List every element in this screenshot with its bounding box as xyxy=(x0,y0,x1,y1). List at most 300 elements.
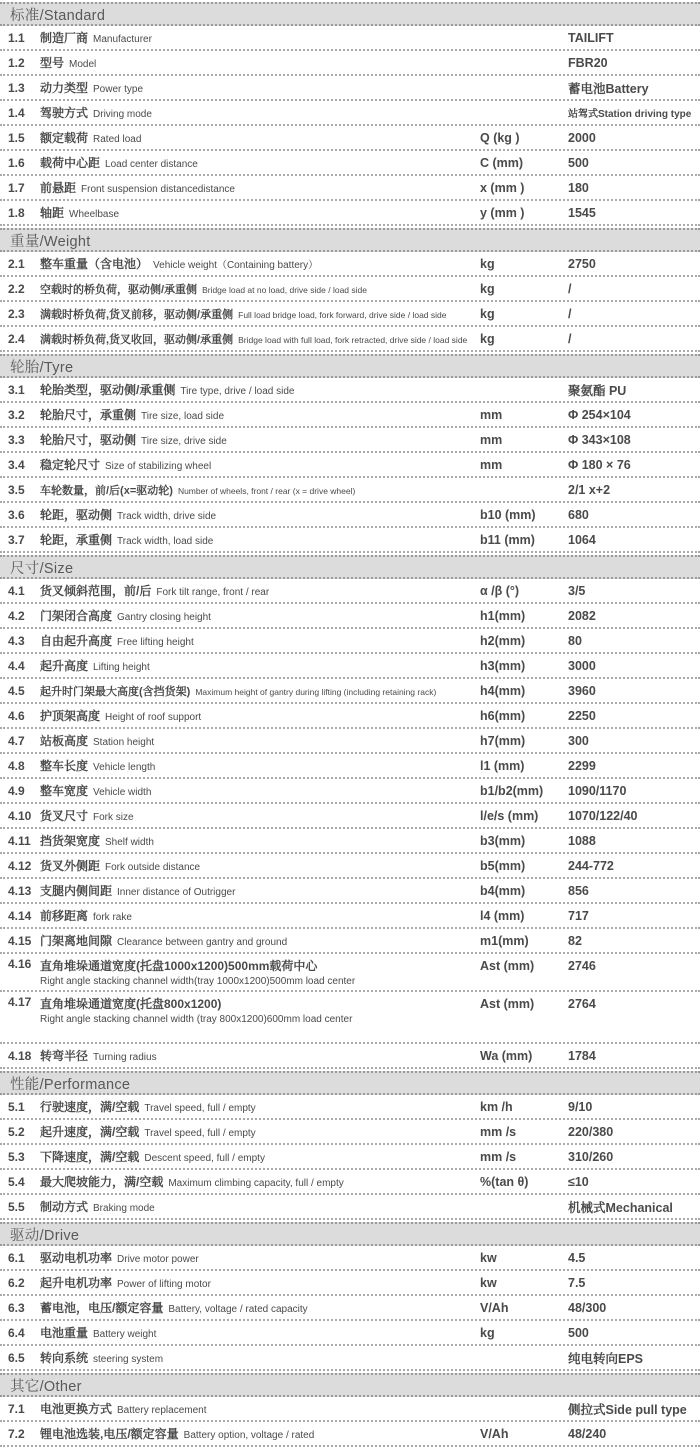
row-label xyxy=(40,1173,480,1190)
row-number: 4.7 xyxy=(8,733,25,748)
row-label xyxy=(40,1047,480,1064)
row-label-zh: 锂电池选装,电压/额定容量 xyxy=(40,1427,179,1441)
row-unit: l4 (mm) xyxy=(480,908,525,923)
row-label-zh: 整车宽度 xyxy=(40,784,89,798)
row-label-en: Bridge load with full load, fork retracted, drive side / load side xyxy=(238,334,468,345)
row-label-zh: 行驶速度，满/空载 xyxy=(40,1100,140,1114)
row-number: 6.5 xyxy=(8,1350,25,1365)
row-label-en: Power of lifting motor xyxy=(117,1279,211,1290)
row-number: 5.4 xyxy=(8,1174,25,1189)
row-label xyxy=(40,506,480,523)
spec-row xyxy=(0,151,700,176)
row-number: 7.1 xyxy=(8,1401,25,1416)
row-value: 1070/122/40 xyxy=(568,808,638,823)
row-value: 2299 xyxy=(568,758,596,773)
row-label xyxy=(40,381,480,398)
row-number: 3.3 xyxy=(8,432,25,447)
row-label-zh: 轮胎尺寸，承重侧 xyxy=(40,408,137,422)
row-unit: b10 (mm) xyxy=(480,507,536,522)
row-label xyxy=(40,707,480,724)
row-unit: x (mm ) xyxy=(480,180,525,195)
row-label-en: Drive motor power xyxy=(117,1254,199,1265)
row-number: 4.4 xyxy=(8,658,25,673)
row-label-zh: 动力类型 xyxy=(40,81,89,95)
row-number: 1.1 xyxy=(8,30,25,45)
row-label-en: Shelf width xyxy=(105,837,154,848)
row-value: / xyxy=(568,331,572,346)
row-label xyxy=(40,607,480,624)
spec-row xyxy=(0,1397,700,1422)
row-label-en: Battery weight xyxy=(93,1329,157,1340)
row-label-en: Vehicle length xyxy=(93,762,156,773)
row-label-zh: 下降速度，满/空载 xyxy=(40,1150,140,1164)
spec-row xyxy=(0,201,700,226)
row-label-zh: 挡货架宽度 xyxy=(40,834,101,848)
row-number: 3.2 xyxy=(8,407,25,422)
row-unit: h3(mm) xyxy=(480,658,526,673)
row-number: 1.3 xyxy=(8,80,25,95)
row-value: 2750 xyxy=(568,256,596,271)
row-number: 6.2 xyxy=(8,1275,25,1290)
row-label xyxy=(40,431,480,448)
row-unit: b3(mm) xyxy=(480,833,526,848)
row-unit: Q (kg ) xyxy=(480,130,520,145)
row-label-zh: 门架离地间隙 xyxy=(40,934,113,948)
section-header xyxy=(0,1373,700,1397)
row-number: 4.10 xyxy=(8,808,32,823)
row-label-zh: 站板高度 xyxy=(40,734,89,748)
row-number: 4.6 xyxy=(8,708,25,723)
row-label-zh: 满载时桥负荷,货叉前移，驱动侧/承重侧 xyxy=(40,308,234,321)
spec-row xyxy=(0,1044,700,1069)
row-number: 3.1 xyxy=(8,382,25,397)
row-unit: km /h xyxy=(480,1099,513,1114)
row-label xyxy=(40,907,480,924)
row-value: 48/240 xyxy=(568,1426,607,1441)
row-label-en: Fork size xyxy=(93,812,134,823)
spec-table xyxy=(0,2,700,1447)
spec-row xyxy=(0,604,700,629)
row-number: 6.3 xyxy=(8,1300,25,1315)
spec-row xyxy=(0,176,700,201)
row-unit: mm /s xyxy=(480,1149,517,1164)
spec-row xyxy=(0,829,700,854)
row-label-en: Track width, load side xyxy=(117,536,214,547)
row-label-en: Fork tilt range, front / rear xyxy=(156,587,270,598)
row-label-zh: 整车重量（含电池） xyxy=(40,257,149,271)
spec-row xyxy=(0,954,700,992)
row-value: 80 xyxy=(568,633,582,648)
row-label-zh: 轮胎尺寸，驱动侧 xyxy=(40,433,137,447)
row-label xyxy=(40,957,480,987)
row-unit: Ast (mm) xyxy=(480,997,535,1011)
row-label xyxy=(40,1400,480,1417)
row-label-en: Rated load xyxy=(93,134,142,145)
row-unit: l1 (mm) xyxy=(480,758,525,773)
row-unit: V/Ah xyxy=(480,1426,509,1441)
row-number: 1.2 xyxy=(8,55,25,70)
row-value: 856 xyxy=(568,883,589,898)
row-value: 站驾式Station driving type xyxy=(568,109,692,120)
row-label-en: Maximum height of gantry during lifting (including retaining rack) xyxy=(195,686,437,697)
row-unit: b11 (mm) xyxy=(480,532,535,547)
row-label xyxy=(40,1249,480,1266)
row-unit: C (mm) xyxy=(480,155,524,170)
row-label-zh: 载荷中心距 xyxy=(40,156,101,170)
spec-row xyxy=(0,327,700,352)
row-unit: kw xyxy=(480,1250,497,1265)
row-unit: h4(mm) xyxy=(480,683,526,698)
row-number: 5.3 xyxy=(8,1149,25,1164)
row-value: 2082 xyxy=(568,608,596,623)
spec-row xyxy=(0,1296,700,1321)
row-unit: h2(mm) xyxy=(480,633,526,648)
row-label-en: Tire type, drive / load side xyxy=(180,386,295,397)
row-unit: l/e/s (mm) xyxy=(480,808,539,823)
row-label-en: Gantry closing height xyxy=(117,612,211,623)
section-header xyxy=(0,1071,700,1095)
row-unit: kg xyxy=(480,331,495,346)
row-label-en: Maximum climbing capacity, full / empty xyxy=(168,1178,344,1189)
row-label-zh: 货叉外侧距 xyxy=(40,859,101,873)
row-label-zh: 起升时门架最大高度(含挡货架) xyxy=(40,685,191,698)
spec-row xyxy=(0,1145,700,1170)
row-label-zh: 起升速度，满/空载 xyxy=(40,1125,140,1139)
row-value: 纯电转向EPS xyxy=(568,1351,644,1366)
row-label xyxy=(40,857,480,874)
row-label-en: Load center distance xyxy=(105,159,198,170)
row-number: 5.2 xyxy=(8,1124,25,1139)
row-unit: mm xyxy=(480,457,503,472)
row-label-zh: 制造厂商 xyxy=(40,31,89,45)
spec-row xyxy=(0,729,700,754)
row-label-zh: 自由起升高度 xyxy=(40,634,113,648)
row-label xyxy=(40,54,480,71)
row-number: 4.11 xyxy=(8,833,31,848)
row-label-en: Travel speed, full / empty xyxy=(144,1128,256,1139)
row-number: 5.5 xyxy=(8,1199,25,1214)
row-label xyxy=(40,882,480,899)
spec-row xyxy=(0,1246,700,1271)
row-label-zh: 满载时桥负荷,货叉收回，驱动侧/承重侧 xyxy=(40,333,234,346)
row-unit: kg xyxy=(480,1325,495,1340)
row-unit: Wa (mm) xyxy=(480,1048,533,1063)
row-value: 聚氨酯 PU xyxy=(568,383,627,398)
spec-row xyxy=(0,1095,700,1120)
row-number: 6.1 xyxy=(8,1250,25,1265)
section-header-title: 其它/Other xyxy=(10,1378,82,1395)
section-header-title: 重量/Weight xyxy=(10,233,91,250)
row-label-zh: 轴距 xyxy=(40,206,65,220)
row-label-zh: 额定载荷 xyxy=(40,131,89,145)
row-label-en: Vehicle width xyxy=(93,787,152,798)
spec-row xyxy=(0,453,700,478)
row-label-en: Right angle stacking channel width (tray 800x1200)600mm load center xyxy=(40,1014,353,1025)
row-label xyxy=(40,807,480,824)
row-number: 3.4 xyxy=(8,457,25,472)
spec-row xyxy=(0,1195,700,1220)
row-value: 蓄电池Battery xyxy=(568,81,649,96)
spec-row xyxy=(0,929,700,954)
row-label xyxy=(40,331,480,347)
row-label-zh: 型号 xyxy=(40,56,65,70)
row-label-zh: 护顶架高度 xyxy=(40,709,101,723)
row-label-en: Vehicle weight（Containing battery） xyxy=(153,260,319,271)
row-label-zh: 车轮数量，前/后(x=驱动轮) xyxy=(40,484,173,497)
row-label-en: Tire size, load side xyxy=(141,411,225,422)
row-label-zh: 电池更换方式 xyxy=(40,1402,113,1416)
spec-row xyxy=(0,904,700,929)
row-label-zh: 支腿内侧间距 xyxy=(40,884,113,898)
spec-row xyxy=(0,126,700,151)
row-label-en: Right angle stacking channel width(tray 1000x1200)500mm load center xyxy=(40,976,356,987)
spec-row xyxy=(0,1120,700,1145)
row-value: 500 xyxy=(568,1325,589,1340)
spec-row xyxy=(0,992,700,1044)
row-label-en: Lifting height xyxy=(93,662,150,673)
row-unit: h1(mm) xyxy=(480,608,526,623)
row-value: 717 xyxy=(568,908,589,923)
row-value: Φ 343×108 xyxy=(568,432,631,447)
row-label-en: Bridge load at no load, drive side / load side xyxy=(202,284,367,295)
spec-row xyxy=(0,1346,700,1371)
row-value: 1064 xyxy=(568,532,596,547)
row-number: 4.17 xyxy=(8,995,32,1009)
row-label xyxy=(40,179,480,196)
row-label-en: Power type xyxy=(93,84,144,95)
row-label xyxy=(40,204,480,221)
row-label xyxy=(40,732,480,749)
row-label-en: Driving mode xyxy=(93,109,152,120)
row-unit: kg xyxy=(480,256,495,271)
row-label-en: Clearance between gantry and ground xyxy=(117,937,288,948)
row-label-zh: 转向系统 xyxy=(40,1351,89,1365)
row-label xyxy=(40,406,480,423)
row-value: 1545 xyxy=(568,205,596,220)
row-label-zh: 轮距，驱动侧 xyxy=(40,508,113,522)
row-unit: V/Ah xyxy=(480,1300,509,1315)
section-header xyxy=(0,2,700,26)
row-label-en: Size of stabilizing wheel xyxy=(105,461,212,472)
row-value: Φ 180 × 76 xyxy=(568,457,631,472)
spec-row xyxy=(0,779,700,804)
row-label xyxy=(40,154,480,171)
row-label-en: Model xyxy=(69,59,97,70)
row-number: 4.14 xyxy=(8,908,32,923)
spec-row xyxy=(0,1271,700,1296)
row-label-en: steering system xyxy=(93,1354,164,1365)
row-unit: mm xyxy=(480,432,503,447)
row-number: 6.4 xyxy=(8,1325,25,1340)
row-label-zh: 直角堆垛通道宽度(托盘1000x1200)500mm载荷中心 xyxy=(40,959,318,973)
section-header-title: 驱动/Drive xyxy=(10,1227,80,1244)
row-number: 4.9 xyxy=(8,783,25,798)
section-header-title: 性能/Performance xyxy=(10,1076,131,1093)
row-label-en: Inner distance of Outrigger xyxy=(117,887,236,898)
row-label xyxy=(40,281,480,297)
row-label xyxy=(40,932,480,949)
row-label-en: fork rake xyxy=(93,912,132,923)
spec-row xyxy=(0,76,700,101)
row-number: 4.2 xyxy=(8,608,25,623)
row-label-en: Front suspension distancedistance xyxy=(81,184,235,195)
row-number: 2.2 xyxy=(8,281,25,296)
row-label-zh: 货叉尺寸 xyxy=(40,809,89,823)
row-label-zh: 整车长度 xyxy=(40,759,89,773)
row-number: 4.15 xyxy=(8,933,32,948)
row-number: 1.8 xyxy=(8,205,25,220)
row-label xyxy=(40,832,480,849)
row-label xyxy=(40,632,480,649)
row-unit: h7(mm) xyxy=(480,733,526,748)
spec-row xyxy=(0,1170,700,1195)
row-label-zh: 轮胎类型，驱动侧/承重侧 xyxy=(40,383,176,397)
row-number: 1.4 xyxy=(8,105,25,120)
spec-row xyxy=(0,503,700,528)
row-value: ≤10 xyxy=(568,1174,589,1189)
row-label xyxy=(40,306,480,322)
row-label xyxy=(40,1299,480,1316)
spec-row xyxy=(0,277,700,302)
spec-row xyxy=(0,478,700,503)
row-unit: kw xyxy=(480,1275,497,1290)
row-number: 2.1 xyxy=(8,256,25,271)
row-label xyxy=(40,104,480,121)
row-label xyxy=(40,1098,480,1115)
row-value: 220/380 xyxy=(568,1124,614,1139)
row-value: 2746 xyxy=(568,959,596,973)
row-label xyxy=(40,582,480,599)
row-value: TAILIFT xyxy=(568,30,614,45)
row-value: 1088 xyxy=(568,833,596,848)
row-unit: b5(mm) xyxy=(480,858,526,873)
row-unit: b4(mm) xyxy=(480,883,526,898)
row-value: / xyxy=(568,281,572,296)
row-label-zh: 起升高度 xyxy=(40,659,89,673)
row-label-zh: 起升电机功率 xyxy=(40,1276,113,1290)
spec-row xyxy=(0,26,700,51)
row-label-en: Number of wheels, front / rear (x = drive wheel) xyxy=(177,485,356,496)
row-number: 4.18 xyxy=(8,1048,32,1063)
row-number: 4.13 xyxy=(8,883,32,898)
row-label xyxy=(40,1148,480,1165)
spec-row xyxy=(0,579,700,604)
spec-row xyxy=(0,879,700,904)
row-unit: mm xyxy=(480,407,503,422)
section-header xyxy=(0,1222,700,1246)
row-number: 2.3 xyxy=(8,306,25,321)
row-unit: mm /s xyxy=(480,1124,517,1139)
spec-row xyxy=(0,1422,700,1447)
row-label-en: Height of roof support xyxy=(105,712,202,723)
spec-row xyxy=(0,629,700,654)
row-label-zh: 货叉倾斜范围，前/后 xyxy=(40,584,152,598)
row-unit: h6(mm) xyxy=(480,708,526,723)
row-value: 500 xyxy=(568,155,589,170)
row-label-zh: 驱动电机功率 xyxy=(40,1251,113,1265)
row-label xyxy=(40,531,480,548)
section-header xyxy=(0,555,700,579)
row-number: 1.5 xyxy=(8,130,25,145)
row-unit: kg xyxy=(480,306,495,321)
row-value: 180 xyxy=(568,180,589,195)
spec-row xyxy=(0,428,700,453)
spec-row xyxy=(0,302,700,327)
row-label-en: Battery, voltage / rated capacity xyxy=(168,1304,308,1315)
row-label xyxy=(40,129,480,146)
row-label xyxy=(40,29,480,46)
row-label xyxy=(40,255,480,272)
spec-row xyxy=(0,403,700,428)
row-value: 1090/1170 xyxy=(568,783,627,798)
row-number: 7.2 xyxy=(8,1426,25,1441)
spec-row xyxy=(0,378,700,403)
row-value: 82 xyxy=(568,933,582,948)
row-value: 310/260 xyxy=(568,1149,614,1164)
row-label-zh: 直角堆垛通道宽度(托盘800x1200) xyxy=(40,997,222,1011)
row-label-en: Wheelbase xyxy=(69,209,120,220)
section-header xyxy=(0,354,700,378)
row-label-en: Station height xyxy=(93,737,155,748)
row-value: 2764 xyxy=(568,997,596,1011)
row-label xyxy=(40,456,480,473)
section-header-title: 尺寸/Size xyxy=(10,560,74,577)
row-number: 2.4 xyxy=(8,331,25,346)
row-value: 1784 xyxy=(568,1048,596,1063)
row-label-en: Battery replacement xyxy=(117,1405,207,1416)
row-value: 4.5 xyxy=(568,1250,586,1265)
spec-row xyxy=(0,679,700,704)
row-value: 3000 xyxy=(568,658,596,673)
section-header xyxy=(0,228,700,252)
row-label-en: Fork outside distance xyxy=(105,862,201,873)
row-number: 4.16 xyxy=(8,957,32,971)
row-label xyxy=(40,1324,480,1341)
spec-row xyxy=(0,754,700,779)
row-label-zh: 电池重量 xyxy=(40,1326,89,1340)
row-label-en: Tire size, drive side xyxy=(141,436,227,447)
row-label-en: Turning radius xyxy=(93,1052,157,1063)
row-label xyxy=(40,482,480,498)
row-unit: Ast (mm) xyxy=(480,959,535,973)
row-value: 300 xyxy=(568,733,589,748)
row-unit: b1/b2(mm) xyxy=(480,783,544,798)
row-number: 3.6 xyxy=(8,507,25,522)
spec-row xyxy=(0,101,700,126)
row-number: 3.5 xyxy=(8,482,25,497)
row-number: 4.5 xyxy=(8,683,25,698)
spec-row xyxy=(0,252,700,277)
row-number: 1.6 xyxy=(8,155,25,170)
row-unit: α /β (°) xyxy=(480,583,520,598)
row-label xyxy=(40,782,480,799)
row-label-en: Braking mode xyxy=(93,1203,155,1214)
row-value: 244-772 xyxy=(568,858,614,873)
row-value: 2/1 x+2 xyxy=(568,482,611,497)
row-label xyxy=(40,683,480,699)
row-label-zh: 前移距离 xyxy=(40,909,89,923)
row-label-en: Full load bridge load, fork forward, drive side / load side xyxy=(238,309,447,320)
row-unit: kg xyxy=(480,281,495,296)
row-label-zh: 空载时的桥负荷，驱动侧/承重侧 xyxy=(40,283,198,296)
row-label-zh: 制动方式 xyxy=(40,1200,89,1214)
row-number: 4.3 xyxy=(8,633,25,648)
row-label xyxy=(40,995,480,1025)
row-label-zh: 轮距，承重侧 xyxy=(40,533,113,547)
row-unit: %(tan θ) xyxy=(480,1174,529,1189)
row-label-zh: 蓄电池，电压/额定容量 xyxy=(40,1301,164,1315)
row-value: / xyxy=(568,306,572,321)
